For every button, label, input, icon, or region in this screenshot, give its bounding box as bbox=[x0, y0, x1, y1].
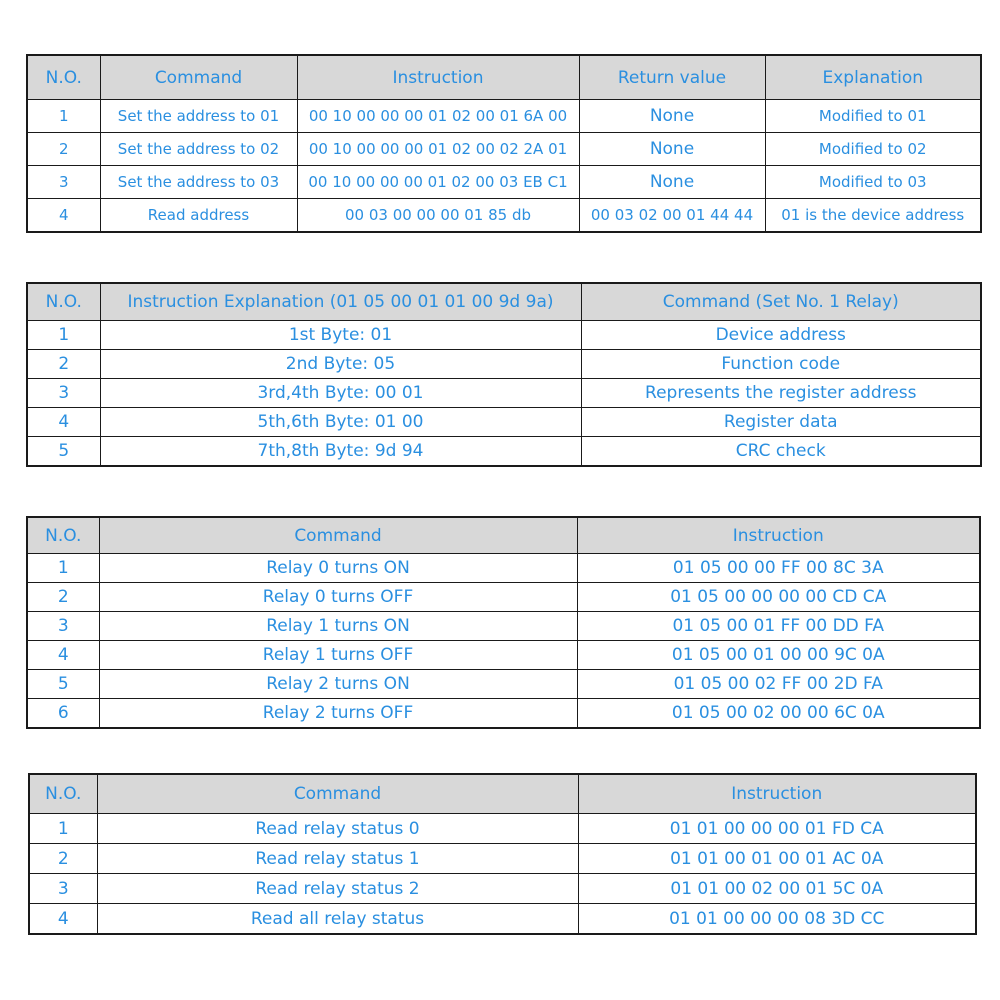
cell-return-value: 00 03 02 00 01 44 44 bbox=[579, 199, 765, 233]
cell-meaning: CRC check bbox=[581, 437, 981, 467]
cell-command: Read relay status 0 bbox=[97, 814, 578, 844]
table-row bbox=[27, 612, 980, 641]
header-command-set-relay: Command (Set No. 1 Relay) bbox=[581, 283, 981, 321]
cell-command: Read relay status 2 bbox=[97, 874, 578, 904]
cell-instruction: 01 05 00 02 FF 00 2D FA bbox=[577, 670, 980, 699]
cell-no: 1 bbox=[27, 554, 99, 583]
cell-no: 4 bbox=[27, 199, 100, 233]
cell-no: 2 bbox=[27, 583, 99, 612]
cell-no: 1 bbox=[27, 321, 100, 350]
cell-no: 3 bbox=[27, 166, 100, 199]
cell-instruction: 00 10 00 00 00 01 02 00 01 6A 00 bbox=[297, 100, 579, 133]
table-header-row bbox=[27, 283, 981, 321]
cell-return-value: None bbox=[579, 166, 765, 199]
table-row bbox=[27, 321, 981, 350]
table-row bbox=[27, 100, 981, 133]
cell-command: Relay 1 turns ON bbox=[99, 612, 577, 641]
table-row bbox=[29, 874, 976, 904]
header-no: N.O. bbox=[29, 774, 97, 814]
table-row bbox=[27, 670, 980, 699]
cell-return-value: None bbox=[579, 100, 765, 133]
cell-meaning: Function code bbox=[581, 350, 981, 379]
table-row bbox=[27, 379, 981, 408]
cell-command: Set the address to 03 bbox=[100, 166, 297, 199]
cell-no: 3 bbox=[27, 379, 100, 408]
cell-meaning: Device address bbox=[581, 321, 981, 350]
cell-instruction: 01 05 00 02 00 00 6C 0A bbox=[577, 699, 980, 729]
table-row bbox=[29, 844, 976, 874]
address-command-table bbox=[26, 54, 982, 233]
table-row bbox=[29, 814, 976, 844]
cell-no: 4 bbox=[27, 641, 99, 670]
table-header-row bbox=[29, 774, 976, 814]
cell-command: Relay 0 turns OFF bbox=[99, 583, 577, 612]
header-instruction-explanation: Instruction Explanation (01 05 00 01 01 00 9d 9a) bbox=[100, 283, 581, 321]
header-command: Command bbox=[99, 517, 577, 554]
cell-command: Set the address to 02 bbox=[100, 133, 297, 166]
header-return-value: Return value bbox=[579, 55, 765, 100]
header-instruction: Instruction bbox=[578, 774, 976, 814]
cell-no: 5 bbox=[27, 670, 99, 699]
table-header-row bbox=[27, 517, 980, 554]
table-row bbox=[29, 904, 976, 935]
cell-byte: 2nd Byte: 05 bbox=[100, 350, 581, 379]
cell-byte: 5th,6th Byte: 01 00 bbox=[100, 408, 581, 437]
cell-no: 2 bbox=[27, 350, 100, 379]
cell-command: Set the address to 01 bbox=[100, 100, 297, 133]
cell-meaning: Represents the register address bbox=[581, 379, 981, 408]
cell-instruction: 00 10 00 00 00 01 02 00 02 2A 01 bbox=[297, 133, 579, 166]
cell-no: 2 bbox=[29, 844, 97, 874]
cell-instruction: 01 05 00 00 FF 00 8C 3A bbox=[577, 554, 980, 583]
cell-no: 3 bbox=[27, 612, 99, 641]
cell-return-value: None bbox=[579, 133, 765, 166]
cell-explanation: Modified to 02 bbox=[765, 133, 981, 166]
header-no: N.O. bbox=[27, 55, 100, 100]
table-row bbox=[27, 408, 981, 437]
cell-command: Read relay status 1 bbox=[97, 844, 578, 874]
cell-instruction: 01 05 00 01 FF 00 DD FA bbox=[577, 612, 980, 641]
cell-no: 5 bbox=[27, 437, 100, 467]
relay-control-table bbox=[26, 516, 981, 729]
cell-instruction: 00 03 00 00 00 01 85 db bbox=[297, 199, 579, 233]
cell-instruction: 01 01 00 02 00 01 5C 0A bbox=[578, 874, 976, 904]
header-no: N.O. bbox=[27, 517, 99, 554]
cell-explanation: 01 is the device address bbox=[765, 199, 981, 233]
cell-command: Relay 1 turns OFF bbox=[99, 641, 577, 670]
table-row bbox=[27, 554, 980, 583]
cell-explanation: Modified to 01 bbox=[765, 100, 981, 133]
table-row bbox=[27, 641, 980, 670]
header-command: Command bbox=[100, 55, 297, 100]
cell-byte: 7th,8th Byte: 9d 94 bbox=[100, 437, 581, 467]
table-row bbox=[27, 583, 980, 612]
cell-explanation: Modified to 03 bbox=[765, 166, 981, 199]
cell-command: Read all relay status bbox=[97, 904, 578, 935]
cell-meaning: Register data bbox=[581, 408, 981, 437]
cell-byte: 3rd,4th Byte: 00 01 bbox=[100, 379, 581, 408]
cell-instruction: 01 05 00 01 00 00 9C 0A bbox=[577, 641, 980, 670]
cell-instruction: 01 01 00 00 00 08 3D CC bbox=[578, 904, 976, 935]
table-row bbox=[27, 166, 981, 199]
table-row bbox=[27, 199, 981, 233]
cell-command: Relay 2 turns ON bbox=[99, 670, 577, 699]
cell-no: 4 bbox=[27, 408, 100, 437]
table-row bbox=[27, 437, 981, 467]
cell-instruction: 01 05 00 00 00 00 CD CA bbox=[577, 583, 980, 612]
table-header-row bbox=[27, 55, 981, 100]
cell-no: 6 bbox=[27, 699, 99, 729]
cell-no: 1 bbox=[29, 814, 97, 844]
table-row bbox=[27, 350, 981, 379]
cell-instruction: 00 10 00 00 00 01 02 00 03 EB C1 bbox=[297, 166, 579, 199]
cell-instruction: 01 01 00 01 00 01 AC 0A bbox=[578, 844, 976, 874]
byte-explanation-table bbox=[26, 282, 982, 467]
relay-status-table bbox=[28, 773, 977, 935]
header-command: Command bbox=[97, 774, 578, 814]
table-row bbox=[27, 699, 980, 729]
cell-no: 4 bbox=[29, 904, 97, 935]
table-row bbox=[27, 133, 981, 166]
cell-command: Relay 2 turns OFF bbox=[99, 699, 577, 729]
cell-byte: 1st Byte: 01 bbox=[100, 321, 581, 350]
header-instruction: Instruction bbox=[297, 55, 579, 100]
cell-no: 2 bbox=[27, 133, 100, 166]
cell-instruction: 01 01 00 00 00 01 FD CA bbox=[578, 814, 976, 844]
header-instruction: Instruction bbox=[577, 517, 980, 554]
cell-command: Read address bbox=[100, 199, 297, 233]
cell-no: 3 bbox=[29, 874, 97, 904]
header-explanation: Explanation bbox=[765, 55, 981, 100]
cell-command: Relay 0 turns ON bbox=[99, 554, 577, 583]
cell-no: 1 bbox=[27, 100, 100, 133]
header-no: N.O. bbox=[27, 283, 100, 321]
